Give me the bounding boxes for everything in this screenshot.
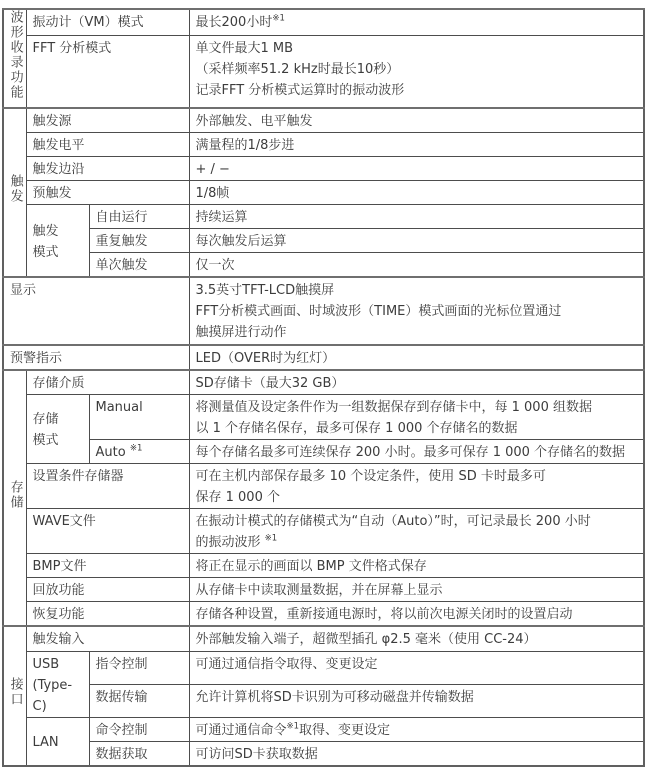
value-line: 每次触发后运算	[195, 234, 287, 249]
sublabel-cell	[89, 253, 189, 278]
sublabel-cell	[89, 395, 189, 440]
group-label: 存储	[7, 479, 23, 510]
spec-row	[3, 108, 644, 133]
label-cell	[26, 602, 189, 627]
group-cell-interface	[3, 626, 26, 766]
subrow-label: 重复触发	[95, 234, 148, 249]
spec-row	[3, 578, 644, 602]
label-cell	[26, 108, 189, 133]
spec-row	[3, 717, 644, 741]
value-cell	[189, 205, 644, 229]
spec-row	[3, 9, 644, 36]
value-line: 持续运算	[195, 210, 248, 225]
label-cell	[26, 578, 189, 602]
group-cell-waveform-recording	[3, 9, 26, 108]
value-cell	[189, 651, 644, 684]
subrow-label: 单次触发	[95, 258, 148, 273]
label-cell-trigger-mode	[26, 205, 89, 278]
spec-row	[3, 36, 644, 108]
value-cell	[189, 395, 644, 440]
value-line: 3.5英寸TFT-LCD触摸屏	[195, 283, 335, 298]
row-label: 触发	[32, 223, 59, 239]
sublabel-cell	[89, 229, 189, 253]
spec-row	[3, 277, 644, 345]
row-label: BMP文件	[32, 559, 87, 574]
spec-row	[3, 509, 644, 554]
row-label: 预警指示	[10, 351, 63, 366]
row-label: 回放功能	[32, 583, 85, 598]
value-cell	[189, 181, 644, 205]
footnote-sup: ※1	[264, 533, 278, 544]
spec-row	[3, 626, 644, 651]
sublabel-cell	[89, 741, 189, 766]
row-label: 显示	[10, 283, 37, 298]
value-line: 将测量值及设定条件作为一组数据保存到存储卡中，每 1 000 组数据	[195, 400, 592, 415]
subrow-label: 命令控制	[95, 722, 148, 738]
subrow-label: 数据传输	[95, 689, 148, 705]
value-line: 单文件最大1 MB	[195, 41, 294, 57]
spec-row	[3, 157, 644, 181]
value-line: 外部触发、电平触发	[195, 114, 313, 129]
spec-row	[3, 395, 644, 440]
value-cell	[189, 370, 644, 395]
group-cell-trigger	[3, 108, 26, 277]
value-cell	[189, 277, 644, 345]
value-cell	[189, 464, 644, 509]
value-cell	[189, 108, 644, 133]
row-label: (Type-C)	[32, 677, 73, 714]
spec-row	[3, 440, 644, 464]
spec-row	[3, 602, 644, 627]
spec-row	[3, 181, 644, 205]
value-cell	[189, 684, 644, 717]
label-cell	[26, 509, 189, 554]
spec-row	[3, 464, 644, 509]
value-line: 保存 1 000 个	[195, 490, 280, 505]
spec-row	[3, 554, 644, 578]
group-label: 接口	[7, 677, 23, 708]
row-label: 触发源	[32, 114, 72, 129]
value-line: 可通过通信命令$^{※1}$取得、变更设定	[195, 721, 391, 738]
row-label: 模式	[32, 244, 59, 260]
spec-row	[3, 370, 644, 395]
row-label: USB	[32, 656, 60, 672]
subrow-label: 数据获取	[95, 746, 148, 762]
label-cell	[26, 464, 189, 509]
spec-row	[3, 205, 644, 229]
value-cell	[189, 554, 644, 578]
spec-row	[3, 229, 644, 253]
footnote-sup: ※1	[272, 13, 285, 24]
value-line: 将正在显示的画面以 BMP 文件格式保存	[195, 559, 427, 574]
row-label: 设置条件存储器	[32, 469, 124, 484]
value-line: + / −	[195, 162, 230, 177]
value-line: 可在主机内部保存最多 10 个设定条件，使用 SD 卡时最多可	[195, 469, 546, 484]
spec-row	[3, 133, 644, 157]
row-label: 触发输入	[32, 632, 85, 647]
sublabel-cell	[89, 205, 189, 229]
value-cell	[189, 440, 644, 464]
spec-row	[3, 253, 644, 278]
value-cell	[189, 741, 644, 766]
subrow-label: Auto	[95, 445, 130, 460]
label-cell-usb	[26, 651, 89, 717]
value-cell	[189, 717, 644, 741]
row-label: 存储介质	[32, 376, 85, 391]
spec-row	[3, 651, 644, 684]
label-cell	[26, 36, 189, 108]
value-line: 1/8帧	[195, 186, 230, 201]
label-cell-display	[3, 277, 189, 345]
value-cell	[189, 36, 644, 108]
label-cell-storage-mode	[26, 395, 89, 464]
value-line: FFT分析模式画面、时域波形（TIME）模式画面的光标位置通过	[195, 304, 562, 319]
row-label: 模式	[32, 433, 59, 448]
value-line: 以 1 个存储名保存，最多可保存 1 000 个存储名的数据	[195, 421, 518, 436]
value-cell	[189, 133, 644, 157]
value-line: 每个存储名最多可连续保存 200 小时。最多可保存 1 000 个存储名的数据	[195, 445, 626, 460]
label-cell	[26, 626, 189, 651]
label-cell	[26, 9, 189, 36]
sublabel-cell	[89, 440, 189, 464]
value-line: （采样频率51.2 kHz时最长10秒）	[195, 62, 400, 78]
label-cell-lan	[26, 717, 89, 766]
spec-row	[3, 684, 644, 717]
row-label: 存储	[32, 412, 59, 427]
spec-row	[3, 741, 644, 766]
label-cell	[26, 157, 189, 181]
label-cell	[26, 181, 189, 205]
row-label: WAVE文件	[32, 514, 96, 529]
subrow-label: Manual	[95, 400, 143, 415]
group-label: 触发	[7, 174, 23, 204]
spec-table	[2, 8, 645, 767]
value-cell	[189, 626, 644, 651]
value-line: 触摸屏进行动作	[195, 325, 287, 340]
value-line: 的振动波形 $^{※1}$	[195, 533, 278, 550]
value-line: 从存储卡中读取测量数据，并在屏幕上显示	[195, 583, 443, 598]
group-label: 波形收录功能	[7, 10, 23, 100]
row-label: 振动计（VM）模式	[32, 15, 144, 30]
value-line: 在振动计模式的存储模式为“自动（Auto）”时，可记录最长 200 小时	[195, 514, 591, 529]
row-label: 触发电平	[32, 138, 85, 153]
value-line: 可通过通信指令取得、变更设定	[195, 656, 378, 672]
label-cell	[26, 554, 189, 578]
subrow-label: 指令控制	[95, 656, 148, 672]
footnote-sup: ※1	[129, 443, 143, 454]
row-label: FFT 分析模式	[32, 41, 112, 57]
group-cell-storage	[3, 370, 26, 626]
value-cell	[189, 578, 644, 602]
value-cell	[189, 345, 644, 370]
row-label: 预触发	[32, 186, 72, 201]
subrow-label: 自由运行	[95, 210, 148, 225]
row-label: LAN	[32, 734, 59, 750]
value-line: 最长200小时$^{※1}$	[195, 13, 285, 30]
footnote-sup: ※1	[286, 721, 300, 732]
label-cell	[26, 370, 189, 395]
sublabel-cell	[89, 717, 189, 741]
value-line: 外部触发输入端子，超微型插孔 φ2.5 毫米（使用 CC-24）	[195, 632, 537, 647]
label-cell-warning-indicator	[3, 345, 189, 370]
row-label: 触发边沿	[32, 162, 85, 177]
sublabel-cell	[89, 651, 189, 684]
value-cell	[189, 229, 644, 253]
value-cell	[189, 9, 644, 36]
row-label: 恢复功能	[32, 607, 85, 622]
value-line: 满量程的1/8步进	[195, 138, 295, 153]
value-line: 可访问SD卡获取数据	[195, 746, 318, 762]
value-line: 记录FFT 分析模式运算时的振动波形	[195, 83, 405, 99]
value-cell	[189, 602, 644, 627]
value-line: 仅一次	[195, 258, 235, 273]
value-cell	[189, 253, 644, 278]
value-cell	[189, 157, 644, 181]
sublabel-cell	[89, 684, 189, 717]
value-line: SD存储卡（最大32 GB）	[195, 376, 345, 391]
spec-row	[3, 345, 644, 370]
value-cell	[189, 509, 644, 554]
value-line: 存储各种设置，重新接通电源时，将以前次电源关闭时的设置启动	[195, 607, 573, 622]
value-line: 允许计算机将SD卡识别为可移动磁盘并传输数据	[195, 689, 474, 705]
label-cell	[26, 133, 189, 157]
value-line: LED（OVER时为红灯）	[195, 351, 336, 366]
